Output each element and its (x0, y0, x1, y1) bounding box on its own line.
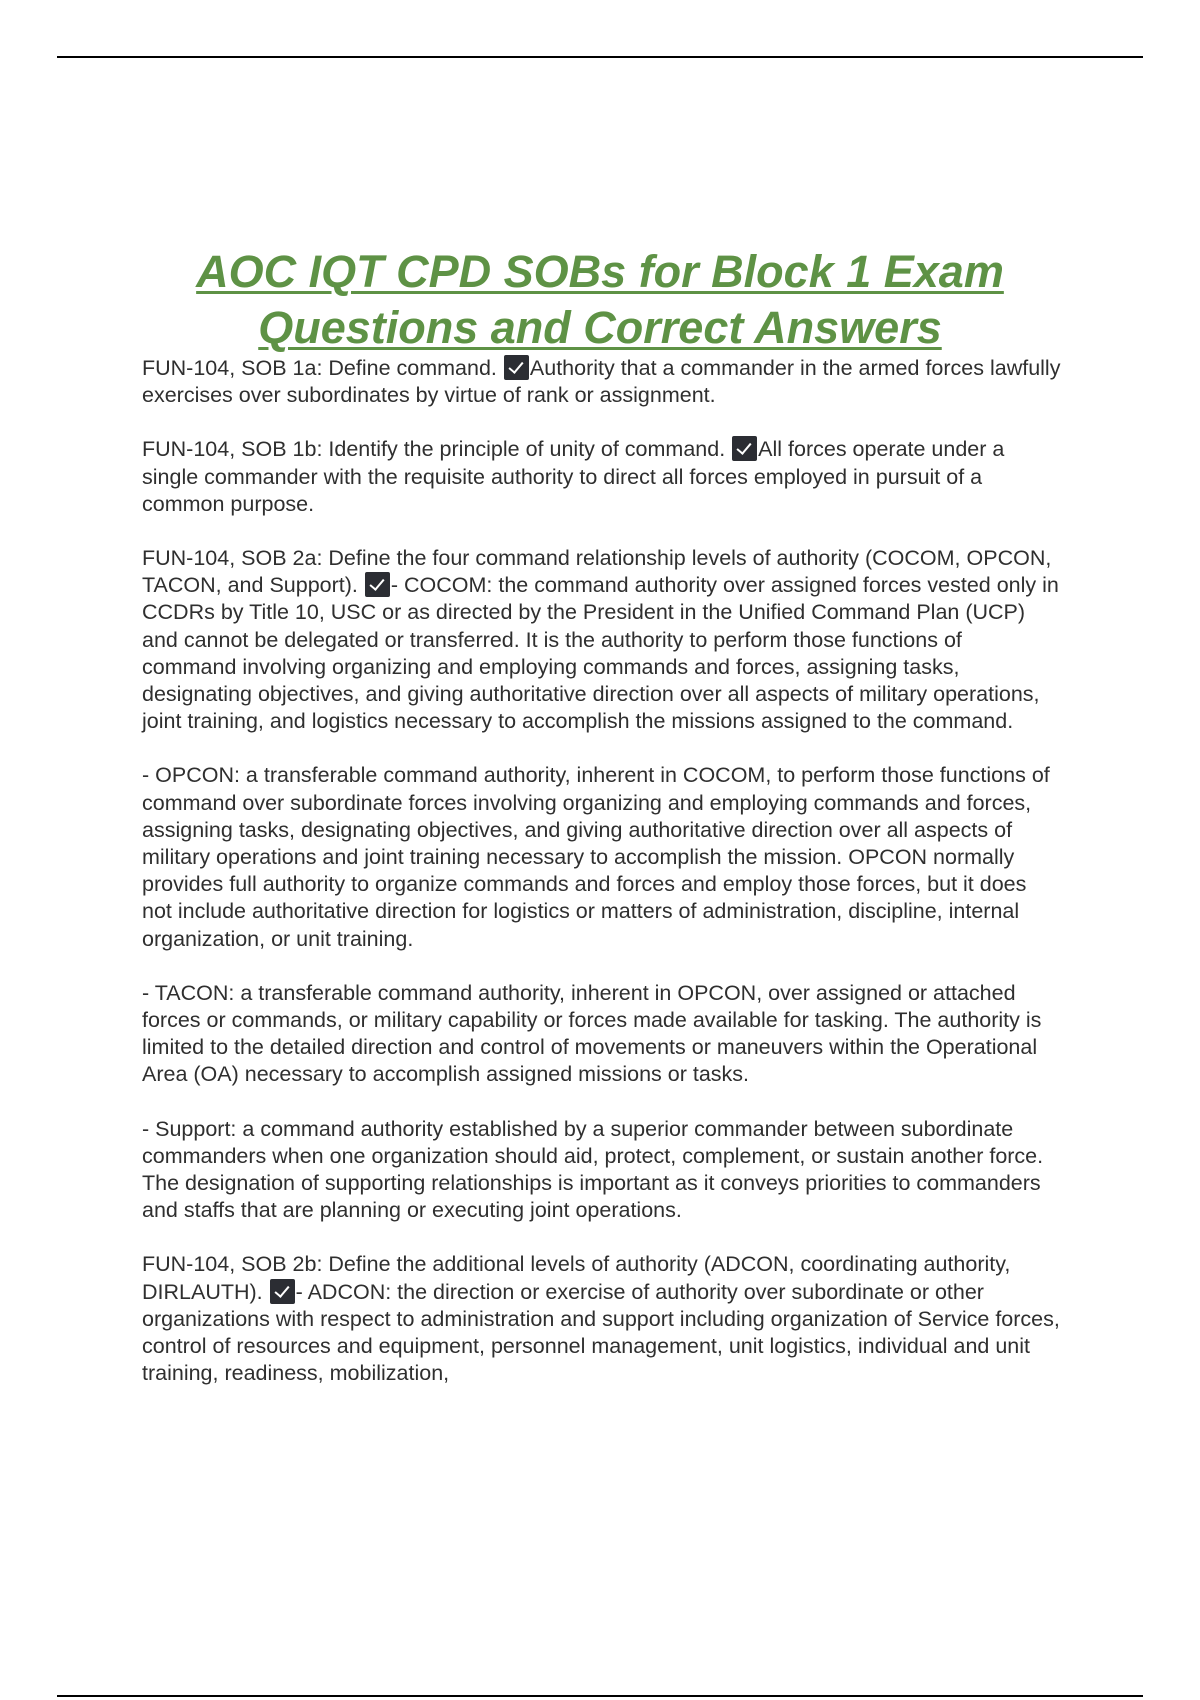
opcon-paragraph: - OPCON: a transferable command authority, inherent in COCOM, to perform those functions of command over subordinate forces involving organizing and employing commands and forces, assigning tasks, designating objectives, and giving authoritative direction over all aspects of military operations and joint training necessary to accomplish the mission. OPCON normally provides full authority to organize commands and forces and employ those forces, but it does not include authoritative direction for logistics or matters of administration, discipline, internal organization, or unit training. (142, 763, 1050, 951)
top-rule (57, 56, 1143, 58)
qa-entry-2 (142, 436, 1062, 518)
checkbox-checked-icon (365, 572, 390, 597)
answer-text: - ADCON: the direction or exercise of authority over subordinate or other organizations with respect to administration and support including organization of Service forces, control of resources and equipment, personnel management, unit logistics, individual and unit training, readiness, mobilization, (142, 1279, 1060, 1386)
qa-entry-1 (142, 355, 1062, 409)
document-title: AOC IQT CPD SOBs for Block 1 Exam Questions and Correct Answers (196, 246, 1004, 354)
qa-entry-4 (142, 1251, 1062, 1387)
support-paragraph: - Support: a command authority established by a superior commander between subordinate commanders when one organization should aid, protect, complement, or sustain another force. The designation of supporting relationships is important as it conveys priorities to commanders and staffs that are planning or executing joint operations. (142, 1116, 1044, 1223)
question-text: FUN-104, SOB 1b: Identify the principle of unity of command. (142, 437, 726, 462)
question-text: FUN-104, SOB 2a: Define the four command relationship levels of authority (COCOM, OPCON, TACON, and Support). (142, 546, 1052, 598)
checkbox-checked-icon (504, 355, 529, 380)
answer-text: - COCOM: the command authority over assigned forces vested only in CCDRs by Title 10, USC or as directed by the President in the Unified Command Plan (UCP) and cannot be delegated or transferred. It is the authority to perform those functions of command involving organizing and employing commands and forces, assigning tasks, designating objectives, and giving authoritative direction over all aspects of military operations, joint training, and logistics necessary to accomplish the missions assigned to the command. (142, 573, 1059, 734)
question-text: FUN-104, SOB 1a: Define command. (142, 356, 497, 380)
checkbox-checked-icon (732, 436, 757, 461)
answer-text: All forces operate under a single commander with the requisite authority to direct all forces employed in pursuit of a common purpose. (142, 437, 1005, 516)
tacon-paragraph: - TACON: a transferable command authority, inherent in OPCON, over assigned or attached forces or commands, or military capability or forces made available for tasking. The authority is limited to the detailed direction and control of movements or maneuvers within the Operational Area (OA) necessary to accomplish assigned missions or tasks. (142, 980, 1042, 1087)
qa-entry-3 (142, 545, 1062, 735)
checkbox-checked-icon (270, 1279, 295, 1304)
bottom-rule (57, 1695, 1143, 1697)
document-body (142, 355, 1062, 1415)
answer-text: Authority that a commander in the armed forces lawfully exercises over subordinates by virtue of rank or assignment. (142, 356, 1061, 408)
question-text: FUN-104, SOB 2b: Define the additional levels of authority (ADCON, coordinating authority, DIRLAUTH). (142, 1252, 1011, 1304)
